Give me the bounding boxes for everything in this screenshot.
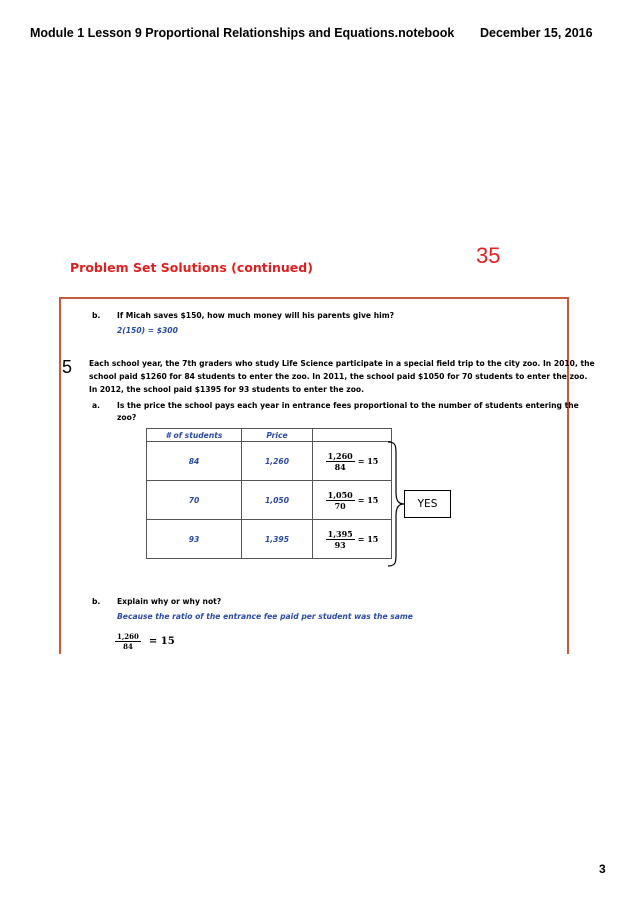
ratio-denominator: 70 [334,500,346,511]
table-header-row [147,429,392,442]
ratio-denominator: 84 [334,461,346,472]
table-row [147,520,392,559]
cell-price: 1,395 [242,520,313,559]
ratio-result: = 15 [357,534,379,544]
fraction-numerator: 1,260 [117,632,139,641]
fees-table [146,428,392,559]
part-b-fraction [115,626,175,651]
table-row [147,481,392,520]
ratio-numerator: 1,050 [327,489,353,500]
cell-ratio [313,481,392,520]
ratio-result: = 15 [357,456,379,466]
section-title: Problem Set Solutions (continued) [70,260,313,275]
part-b-answer: Because the ratio of the entrance fee paid per student was the same [117,612,413,621]
handwritten-page-number: 35 [476,243,501,268]
part-a-line-1: Is the price the school pays each year in entrance fees proportional to the number of students entering the [117,401,579,410]
part-b-question: Explain why or why not? [117,597,222,606]
cell-students: 84 [147,442,242,481]
fraction-denominator: 84 [123,642,133,651]
ratio-numerator: 1,395 [327,528,353,539]
header-students: # of students [147,429,242,442]
cell-students: 70 [147,481,242,520]
problem-intro-line-1: Each school year, the 7th graders who study Life Science participate in a special field trip to the city zoo. In 2010, the [89,359,595,368]
cell-price: 1,050 [242,481,313,520]
part-a-label: a. [92,401,101,410]
cell-students: 93 [147,520,242,559]
problem-number: 5 [62,357,73,377]
prev-b-answer: 2(150) = $300 [117,326,178,335]
cell-ratio [313,520,392,559]
ratio-result: = 15 [357,495,379,505]
fraction-result: = 15 [148,636,175,647]
prev-b-label: b. [92,311,101,320]
ratio-numerator: 1,260 [327,450,353,461]
header-ratio [313,429,392,442]
cell-price: 1,260 [242,442,313,481]
header-price: Price [242,429,313,442]
answer-box: YES [404,490,451,518]
document-title: Module 1 Lesson 9 Proportional Relationships and Equations.notebook [30,26,455,40]
part-a-line-2: zoo? [117,413,137,422]
part-b-label: b. [92,597,101,606]
curly-brace-icon [386,440,406,568]
ratio-denominator: 93 [334,539,346,550]
problem-intro-line-2: school paid $1260 for 84 students to enter the zoo. In 2011, the school paid $1050 for 70 students to enter the zoo. [89,372,588,381]
page-number: 3 [599,862,606,876]
document-date: December 15, 2016 [480,26,593,40]
cell-ratio [313,442,392,481]
problem-intro-line-3: In 2012, the school paid $1395 for 93 students to enter the zoo. [89,385,365,394]
table-row [147,442,392,481]
prev-b-question: If Micah saves $150, how much money will his parents give him? [117,311,395,320]
